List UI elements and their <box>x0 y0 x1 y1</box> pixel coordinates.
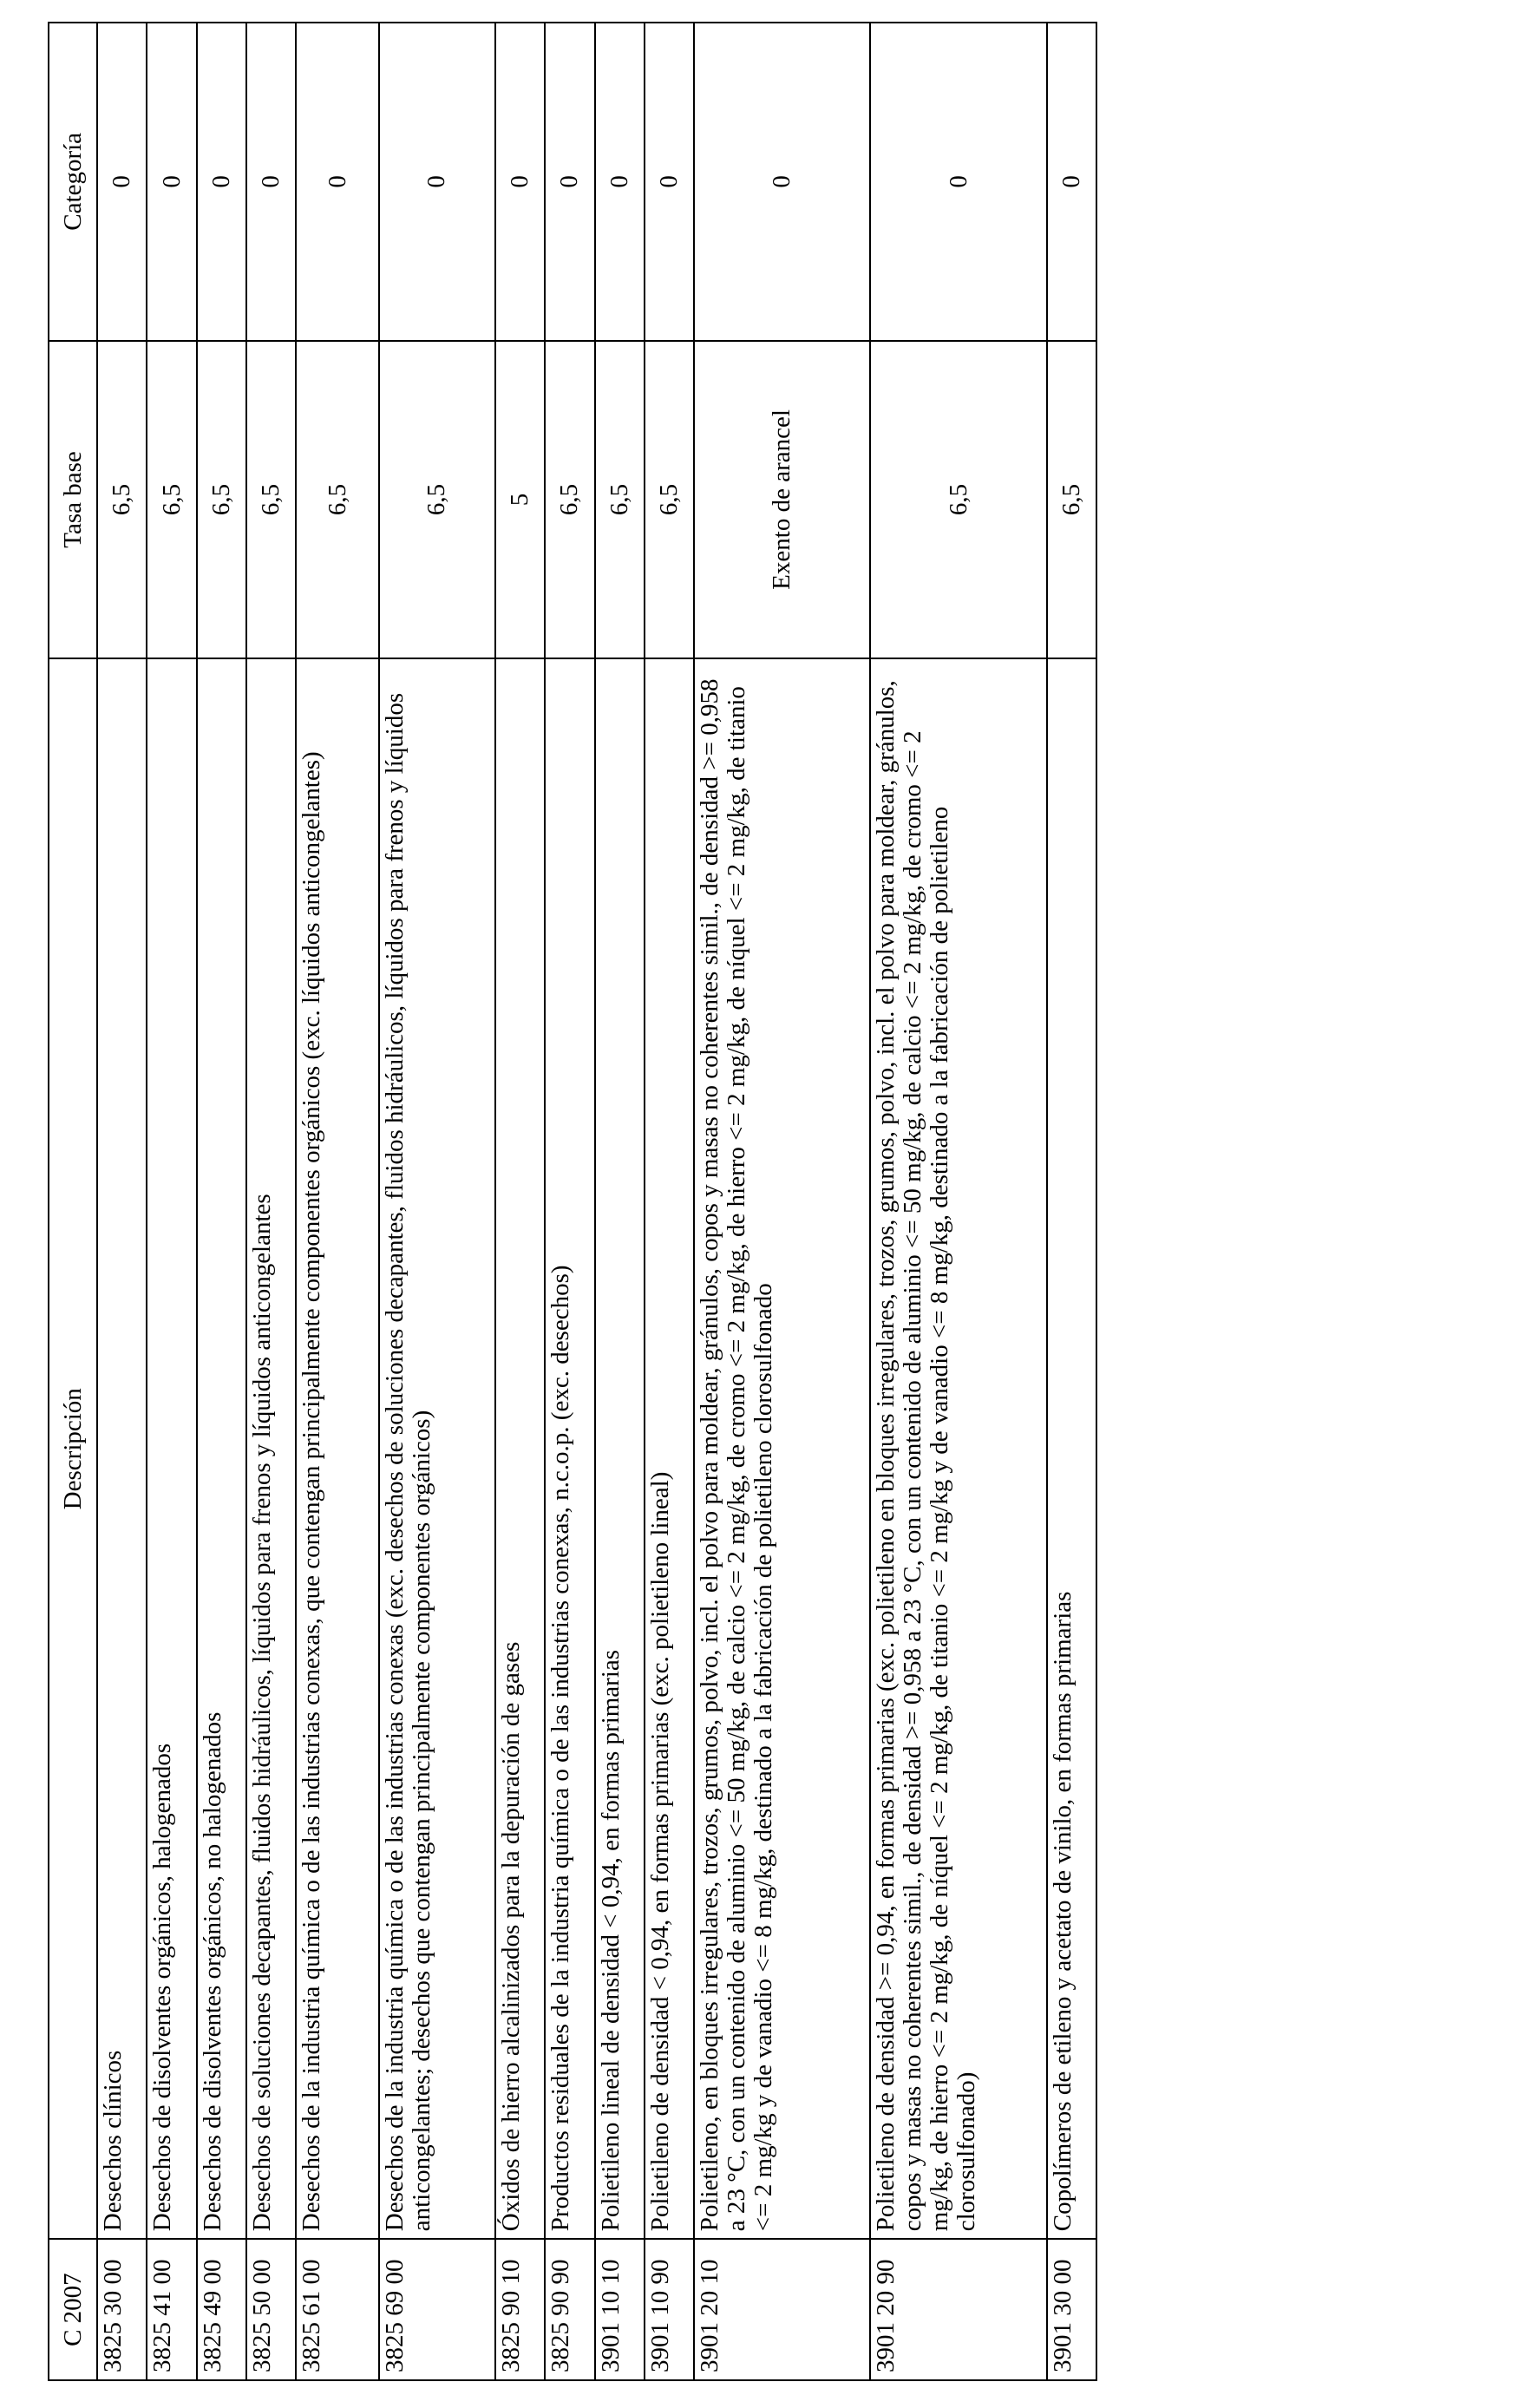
row-description: Copolímeros de etileno y acetato de vinilo, en formas primarias <box>1047 658 1096 2239</box>
row-category: 0 <box>545 23 594 341</box>
table-row <box>694 23 870 2380</box>
table-row <box>645 23 694 2380</box>
row-description: Polietileno de densidad < 0,94, en formas primarias (exc. polietileno lineal) <box>645 658 694 2239</box>
table-row <box>545 23 594 2380</box>
row-description: Desechos de la industria química o de las industrias conexas, que contengan principalmente componentes orgánicos (exc. líquidos anticongelantes) <box>296 658 379 2239</box>
row-category: 0 <box>595 23 645 341</box>
row-description: Polietileno, en bloques irregulares, trozos, grumos, polvo, incl. el polvo para moldear, gránulos, copos y masas no coherentes simil., de densidad >= 0,958 a 23 °C, con un contenido de aluminio <= 50 mg/kg, de calcio <= 2 mg/kg, de cromo <= 2 mg/kg, de hierro <= 2 mg/kg, de níquel <= 2 mg/kg, de titanio <= 2 mg/kg y de vanadio <= 8 mg/kg, destinado a la fabricación de polietileno clorosulfonado <box>694 658 870 2239</box>
row-description: Óxidos de hierro alcalinizados para la depuración de gases <box>495 658 545 2239</box>
row-base-rate: 6,5 <box>246 341 296 659</box>
row-description: Desechos de soluciones decapantes, fluidos hidráulicos, líquidos para frenos y líquidos anticongelantes <box>246 658 296 2239</box>
row-description: Desechos de disolventes orgánicos, halogenados <box>147 658 196 2239</box>
header-description: Descripción <box>49 658 97 2239</box>
table-row <box>495 23 545 2380</box>
row-base-rate: 6,5 <box>1047 341 1096 659</box>
row-description: Productos residuales de la industria química o de las industrias conexas, n.c.o.p. (exc. desechos) <box>545 658 594 2239</box>
row-code: 3901 10 10 <box>595 2239 645 2380</box>
table-row <box>147 23 196 2380</box>
row-code: 3901 20 10 <box>694 2239 870 2380</box>
row-base-rate: Exento de arancel <box>694 341 870 659</box>
row-code: 3825 41 00 <box>147 2239 196 2380</box>
row-category: 0 <box>97 23 147 341</box>
header-base-rate: Tasa base <box>49 341 97 659</box>
table-row <box>1047 23 1096 2380</box>
row-base-rate: 6,5 <box>296 341 379 659</box>
row-description: Desechos clínicos <box>97 658 147 2239</box>
row-base-rate: 6,5 <box>197 341 246 659</box>
row-category: 0 <box>645 23 694 341</box>
row-base-rate: 5 <box>495 341 545 659</box>
row-code: 3901 20 90 <box>870 2239 1046 2380</box>
table-header-row <box>49 23 97 2380</box>
row-code: 3825 90 10 <box>495 2239 545 2380</box>
row-category: 0 <box>495 23 545 341</box>
row-description: Desechos de la industria química o de las industrias conexas (exc. desechos de soluciones decapantes, fluidos hidráulicos, líquidos para frenos y líquidos anticongelantes; desechos que contengan principalmente componentes orgánicos) <box>379 658 495 2239</box>
row-base-rate: 6,5 <box>545 341 594 659</box>
row-description: Desechos de disolventes orgánicos, no halogenados <box>197 658 246 2239</box>
row-description: Polietileno lineal de densidad < 0,94, en formas primarias <box>595 658 645 2239</box>
row-code: 3825 50 00 <box>246 2239 296 2380</box>
row-category: 0 <box>296 23 379 341</box>
row-code: 3901 10 90 <box>645 2239 694 2380</box>
table-row <box>296 23 379 2380</box>
row-code: 3825 49 00 <box>197 2239 246 2380</box>
header-category: Categoría <box>49 23 97 341</box>
header-code: C 2007 <box>49 2239 97 2380</box>
row-base-rate: 6,5 <box>379 341 495 659</box>
table-row <box>97 23 147 2380</box>
row-category: 0 <box>1047 23 1096 341</box>
row-category: 0 <box>694 23 870 341</box>
table-row <box>870 23 1046 2380</box>
row-code: 3901 30 00 <box>1047 2239 1096 2380</box>
row-base-rate: 6,5 <box>595 341 645 659</box>
table-row <box>197 23 246 2380</box>
row-category: 0 <box>197 23 246 341</box>
table-row <box>379 23 495 2380</box>
tariff-table <box>48 22 1097 2381</box>
row-code: 3825 30 00 <box>97 2239 147 2380</box>
row-description: Polietileno de densidad >= 0,94, en formas primarias (exc. polietileno en bloques irregulares, trozos, grumos, polvo, incl. el polvo para moldear, gránulos, copos y masas no coherentes simil., de densidad >= 0,958 a 23 °C, con un contenido de aluminio <= 50 mg/kg, de calcio <= 2 mg/kg, de cromo <= 2 mg/kg, de hierro <= 2 mg/kg, de níquel <= 2 mg/kg, de titanio <= 2 mg/kg y de vanadio <= 8 mg/kg, destinado a la fabricación de polietileno clorosulfonado) <box>870 658 1046 2239</box>
rotated-page <box>48 22 1097 2381</box>
row-base-rate: 6,5 <box>97 341 147 659</box>
row-category: 0 <box>246 23 296 341</box>
row-base-rate: 6,5 <box>147 341 196 659</box>
table-row <box>595 23 645 2380</box>
row-base-rate: 6,5 <box>870 341 1046 659</box>
row-category: 0 <box>379 23 495 341</box>
row-code: 3825 69 00 <box>379 2239 495 2380</box>
table-row <box>246 23 296 2380</box>
row-category: 0 <box>870 23 1046 341</box>
row-code: 3825 90 90 <box>545 2239 594 2380</box>
row-code: 3825 61 00 <box>296 2239 379 2380</box>
row-category: 0 <box>147 23 196 341</box>
row-base-rate: 6,5 <box>645 341 694 659</box>
